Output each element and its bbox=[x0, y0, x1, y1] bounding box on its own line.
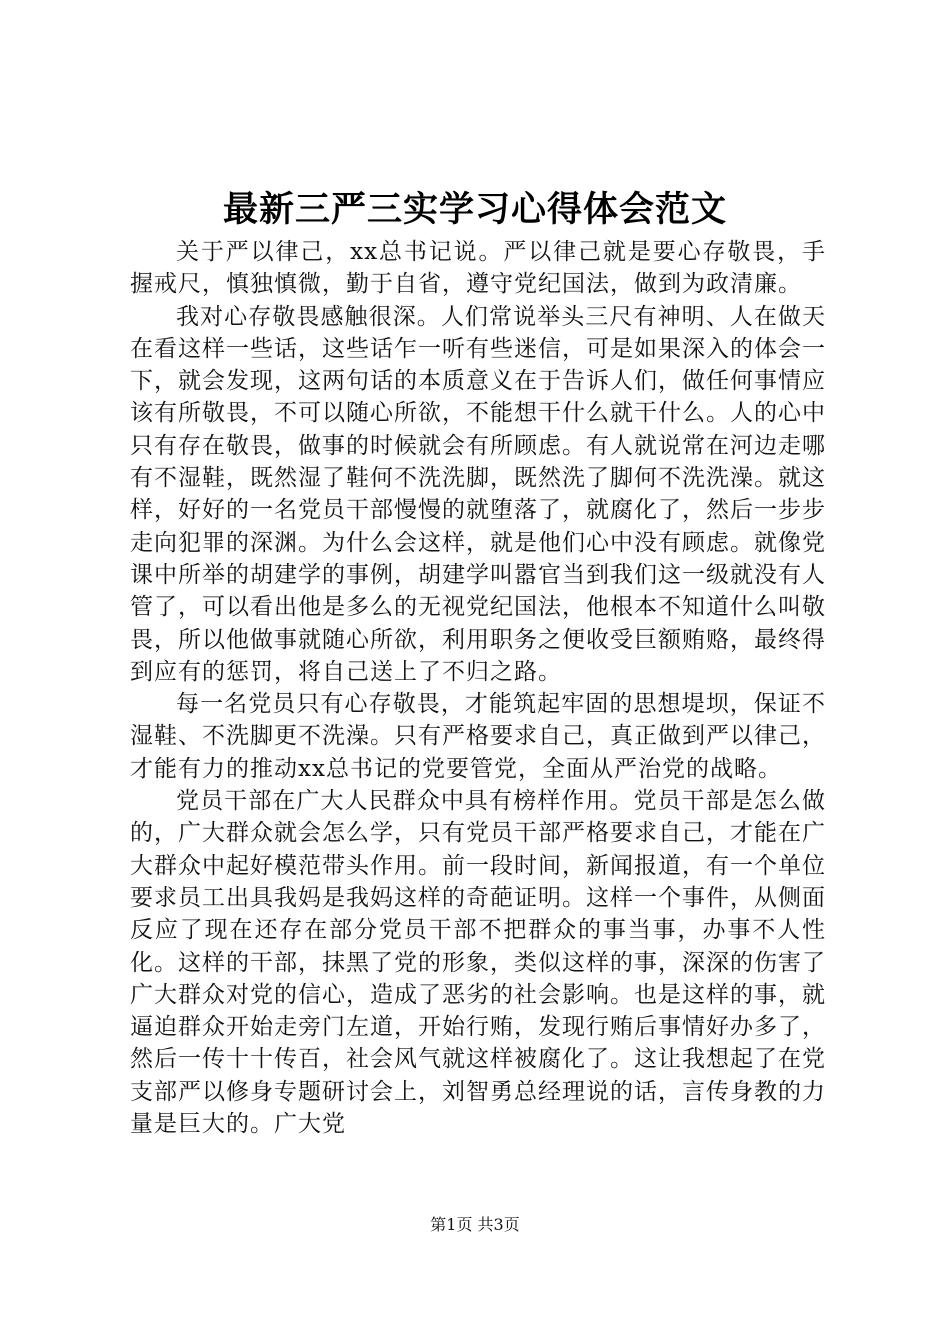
paragraph-1: 关于严以律己，xx总书记说。严以律己就是要心存敬畏，手握戒尺，慎独慎微，勤于自省，遵守党纪国法，做到为政清廉。 bbox=[130, 239, 826, 298]
document-body bbox=[130, 236, 826, 1140]
paragraph-3: 每一名党员只有心存敬畏，才能筑起牢固的思想堤坝，保证不湿鞋、不洗脚更不洗澡。只有严格要求自己，真正做到严以律己，才能有力的推动xx总书记的党要管党，全面从严治党的战略。 bbox=[130, 691, 826, 782]
document-title: 最新三严三实学习心得体会范文 bbox=[222, 190, 727, 230]
paragraph-2: 我对心存敬畏感触很深。人们常说举头三尺有神明、人在做天在看这样一些话，这些话乍一听有些迷信，可是如果深入的体会一下，就会发现，这两句话的本质意义在于告诉人们，做任何事情应该有所敬畏，不可以随心所欲，不能想干什么就干什么。人的心中只有存在敬畏，做事的时候就会有所顾虑。有人就说常在河边走哪有不湿鞋，既然湿了鞋何不洗洗脚，既然洗了脚何不洗洗澡。就这样，好好的一名党员干部慢慢的就堕落了，就腐化了，然后一步步走向犯罪的深渊。为什么会这样，就是他们心中没有顾虑。就像党课中所举的胡建学的事例，胡建学叫嚣官当到我们这一级就没有人管了，可以看出他是多么的无视党纪国法，他根本不知道什么叫敬畏，所以他做事就随心所欲，利用职务之便收受巨额贿赂，最终得到应有的惩罚，将自己送上了不归之路。 bbox=[130, 303, 826, 685]
page-number-footer: 第1页 共3页 bbox=[430, 1215, 520, 1234]
paragraph-4: 党员干部在广大人民群众中具有榜样作用。党员干部是怎么做的，广大群众就会怎么学，只有党员干部严格要求自己，才能在广大群众中起好模范带头作用。前一段时间，新闻报道，有一个单位要求员工出具我妈是我妈这样的奇葩证明。这样一个事件，从侧面反应了现在还存在部分党员干部不把群众的事当事，办事不人性化。这样的干部，抹黑了党的形象，类似这样的事，深深的伤害了广大群众对党的信心，造成了恶劣的社会影响。也是这样的事，就逼迫群众开始走旁门左道，开始行贿，发现行贿后事情好办多了，然后一传十十传百，社会风气就这样被腐化了。这让我想起了在党支部严以修身专题研讨会上，刘智勇总经理说的话，言传身教的力量是巨大的。广大党 bbox=[130, 788, 826, 1138]
